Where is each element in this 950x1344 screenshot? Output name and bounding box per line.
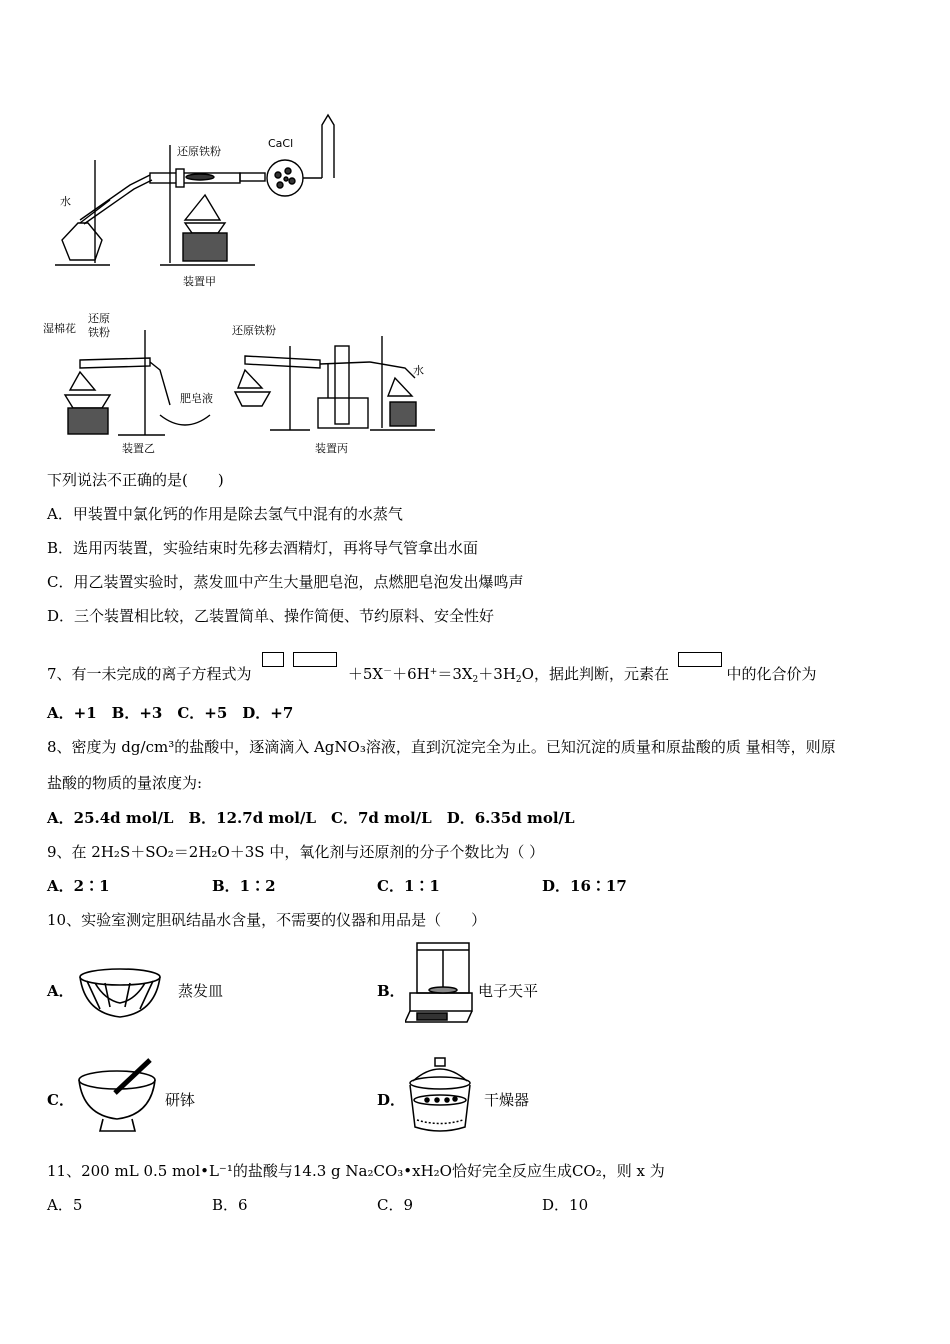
figure-label: 还原 — [88, 312, 110, 325]
question-11-stem: 11、200 mL 0.5 mol•L⁻¹的盐酸与14.3 g Na₂CO₃•xH₂O恰好完全反应生成CO₂，则 x 为 — [47, 1162, 665, 1180]
apparatus-yi-figure — [40, 310, 225, 460]
electronic-balance-image — [405, 940, 475, 1025]
question-10-option-d-label: 干燥器 — [484, 1091, 530, 1109]
question-10-option-c-letter: C． — [47, 1091, 74, 1109]
question-10-stem: 10、实验室测定胆矾结晶水含量，不需要的仪器和用品是（ ） — [47, 911, 487, 929]
question-7-suffix: 中的化合价为 — [726, 665, 817, 683]
question-9-stem: 9、在 2H₂S＋SO₂＝2H₂O＋3S 中，氧化剂与还原剂的分子个数比为（ ） — [47, 843, 545, 861]
question-11-option-b: B．6 — [212, 1196, 248, 1214]
question-8-options: A．25.4d mol/L B．12.7d mol/L C．7d mol/L D．6.35d mol/L — [47, 809, 575, 827]
question-10-option-b-label: 电子天平 — [478, 982, 539, 1000]
question-7-prefix: 7、有一未完成的离子方程式为 — [47, 665, 252, 683]
desiccator-image — [405, 1055, 475, 1140]
figure-label: 还原铁粉 — [177, 145, 221, 158]
question-9-option-a: A．2∶1 — [47, 877, 110, 895]
mortar-pestle-image — [75, 1055, 160, 1135]
question-7-options: A．+1 B．+3 C．+5 D．+7 — [47, 704, 294, 722]
question-10-option-c-label: 研钵 — [165, 1091, 196, 1109]
question-10-option-d-letter: D． — [377, 1091, 406, 1109]
question-8-line2: 盐酸的物质的量浓度为: — [47, 774, 203, 792]
question-7-stem: 7、有一未完成的离子方程式为 $+5X^-+6H^+=3X_2+3H_2O$，据此判断，元素在 中的化合价为 — [47, 652, 817, 684]
figure-label: 还原铁粉 — [232, 324, 276, 337]
question-11-option-d: D．10 — [542, 1196, 589, 1214]
question-7-mid: ，据此判断，元素在 — [533, 665, 669, 683]
question-11-option-c: C．9 — [377, 1196, 414, 1214]
blank-box — [678, 652, 722, 667]
figure-label: 湿棉花 — [43, 322, 76, 335]
question-6-option-b: B．选用丙装置，实验结束时先移去酒精灯，再将导气管拿出水面 — [47, 539, 479, 557]
question-9-option-d: D．16∶17 — [542, 877, 627, 895]
question-9-option-c: C．1∶1 — [377, 877, 440, 895]
question-10-option-b-letter: B． — [377, 982, 405, 1000]
figure-label: 水 — [60, 195, 71, 208]
blank-box — [262, 652, 284, 667]
question-10-option-a-label: 蒸发皿 — [178, 982, 224, 1000]
question-11-option-a: A．5 — [47, 1196, 83, 1214]
question-6-option-d: D．三个装置相比较，乙装置简单、操作简便、节约原料、安全性好 — [47, 607, 495, 625]
apparatus-bing-figure — [230, 318, 440, 460]
figure-label: 肥皂液 — [180, 392, 213, 405]
figure-caption: 装置丙 — [315, 442, 348, 455]
evaporating-dish-image — [75, 965, 165, 1025]
question-6-option-a: A．甲装置中氯化钙的作用是除去氢气中混有的水蒸气 — [47, 505, 403, 523]
figure-label: CaCl — [268, 137, 294, 150]
figure-caption: 装置甲 — [183, 275, 216, 288]
question-10-option-a-letter: A． — [47, 982, 74, 1000]
question-6-option-c: C．用乙装置实验时，蒸发皿中产生大量肥皂泡，点燃肥皂泡发出爆鸣声 — [47, 573, 524, 591]
figure-label: 铁粉 — [88, 326, 110, 339]
question-6-stem: 下列说法不正确的是( ) — [47, 471, 224, 489]
figure-label: 水 — [413, 364, 424, 377]
question-9-option-b: B．1∶2 — [212, 877, 276, 895]
question-8-line1: 8、密度为 dg/cm³的盐酸中，逐滴滴入 AgNO₃溶液，直到沉淀完全为止。已知沉淀的质量和原盐酸的质 量相等，则原 — [47, 738, 836, 756]
figure-caption: 装置乙 — [122, 442, 155, 455]
blank-box — [293, 652, 337, 667]
apparatus-jia-figure — [40, 105, 360, 295]
